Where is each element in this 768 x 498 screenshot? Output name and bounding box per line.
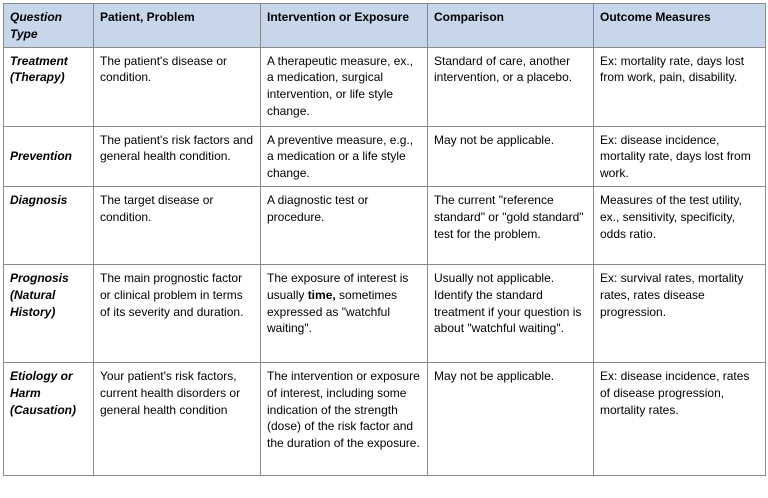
question-type-cell: Diagnosis <box>4 186 94 264</box>
table-row <box>4 186 766 264</box>
question-type-cell: Prevention <box>4 126 94 186</box>
outcome-cell: Ex: disease incidence, mortality rate, days lost from work. <box>594 126 766 186</box>
patient-problem-cell: Your patient's risk factors, current health disorders or general health condition <box>94 362 261 475</box>
intervention-cell: A preventive measure, e.g., a medication or a life style change. <box>261 126 428 186</box>
question-type-cell: Treatment (Therapy) <box>4 47 94 126</box>
pico-question-table <box>3 3 766 476</box>
header-intervention: Intervention or Exposure <box>261 4 428 48</box>
question-type-cell: Prognosis (Natural History) <box>4 264 94 362</box>
patient-problem-cell: The target disease or condition. <box>94 186 261 264</box>
intervention-cell: A diagnostic test or procedure. <box>261 186 428 264</box>
intervention-text-post: sometimes expressed as "watchful waiting". <box>267 287 398 336</box>
table-row <box>4 126 766 186</box>
intervention-cell: The intervention or exposure of interest, including some indication of the strength (dose) of the risk factor and the duration of the exposure. <box>261 362 428 475</box>
header-comparison: Comparison <box>428 4 594 48</box>
comparison-cell: The current "reference standard" or "gold standard" test for the problem. <box>428 186 594 264</box>
header-patient-problem: Patient, Problem <box>94 4 261 48</box>
intervention-cell: A therapeutic measure, ex., a medication, surgical intervention, or life style change. <box>261 47 428 126</box>
question-type-cell: Etiology or Harm (Causation) <box>4 362 94 475</box>
outcome-cell: Ex: survival rates, mortality rates, rates disease progression. <box>594 264 766 362</box>
comparison-cell: Usually not applicable. Identify the standard treatment if your question is about "watchful waiting". <box>428 264 594 362</box>
patient-problem-cell: The patient's disease or condition. <box>94 47 261 126</box>
comparison-cell: Standard of care, another intervention, or a placebo. <box>428 47 594 126</box>
comparison-cell: May not be applicable. <box>428 126 594 186</box>
table-row <box>4 264 766 362</box>
intervention-text-pre: The exposure of interest is usually <box>267 270 409 302</box>
header-outcome-measures: Outcome Measures <box>594 4 766 48</box>
table-header-row <box>4 4 766 48</box>
intervention-text-bold: time, <box>307 287 336 302</box>
patient-problem-cell: The main prognostic factor or clinical problem in terms of its severity and duration. <box>94 264 261 362</box>
patient-problem-cell: The patient's risk factors and general health condition. <box>94 126 261 186</box>
outcome-cell: Measures of the test utility, ex., sensitivity, specificity, odds ratio. <box>594 186 766 264</box>
comparison-cell: May not be applicable. <box>428 362 594 475</box>
table-row <box>4 362 766 475</box>
header-question-type: Question Type <box>4 4 94 48</box>
pico-table-container <box>3 3 765 476</box>
outcome-cell: Ex: mortality rate, days lost from work, pain, disability. <box>594 47 766 126</box>
outcome-cell: Ex: disease incidence, rates of disease progression, mortality rates. <box>594 362 766 475</box>
table-row <box>4 47 766 126</box>
intervention-cell <box>261 264 428 362</box>
